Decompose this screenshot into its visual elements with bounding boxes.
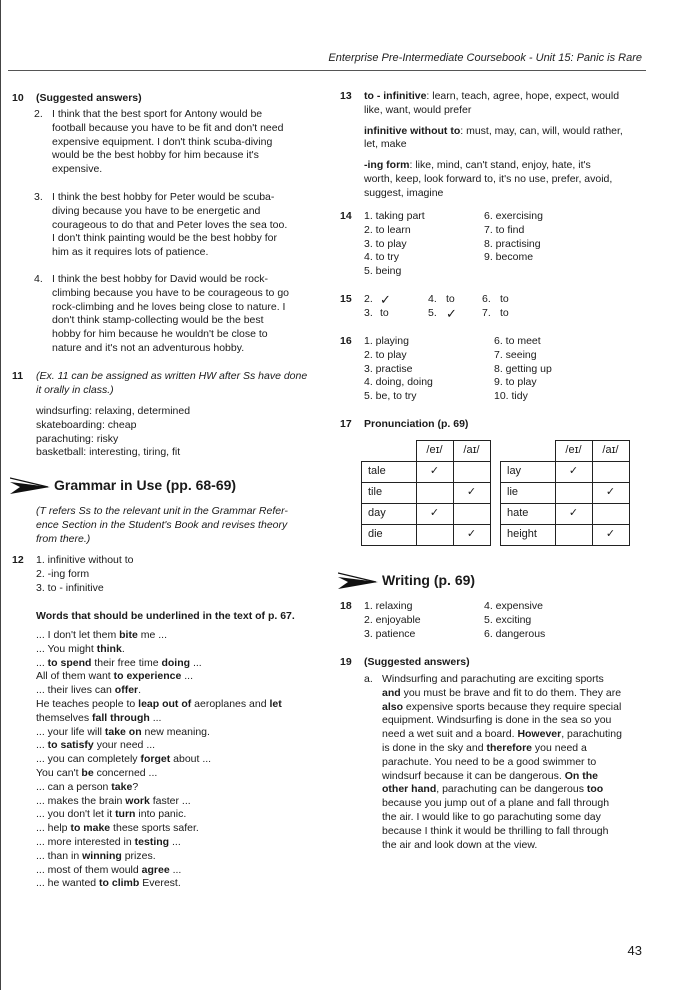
label: to - infinitive [364,90,427,102]
text-run: prizes. [121,849,156,862]
text-line [36,698,282,712]
bold-word: However [517,728,562,741]
text-run: ... makes the brain [36,794,126,807]
exercise-title: (Suggested answers) [36,92,142,104]
text-line [36,657,282,671]
underlined-words-list [36,629,282,891]
text-run: ... he wanted [36,877,100,890]
exercise-number: 15 [340,293,352,305]
answer-item: 6. exercising [484,210,543,222]
text-run: ... [36,739,48,752]
bold-word: to make [70,822,111,835]
text-run: ... most of them would [36,863,142,876]
answer-item: 4. doing, doing [364,376,433,389]
answer-item: 2. to play [364,348,407,361]
check-cell: ✓ [592,483,629,504]
text-run: is done in the sky and [382,741,487,754]
exercise-number: 11 [12,370,24,382]
word-cell: die [362,525,417,546]
answer-item: to [380,307,389,319]
text-run: you need a [532,741,587,754]
text-line: football because you have to be fit and don't need [52,121,284,134]
bold-word: also [382,700,404,713]
text-line [382,714,622,728]
check-cell: ✓ [592,525,629,546]
item-number: 6. [482,293,491,305]
bold-word: therefore [486,741,532,754]
text-run: aeroplanes and [191,697,270,710]
answer-item: to [500,307,509,319]
answer-item: 8. getting up [494,362,552,375]
exercise-title: (Suggested answers) [364,656,470,668]
text-run: ... You might [36,642,97,655]
text-line: parachuting: risky [36,432,119,445]
bold-word: testing [134,835,170,848]
check-cell: ✓ [555,462,592,483]
check-cell [416,525,453,546]
text-run: expensive sports because they require special [403,700,622,713]
ex18-col-2 [484,600,545,641]
text-line: expensive. [52,163,103,176]
bold-word: doing [161,656,191,669]
check-cell: ✓ [555,504,592,525]
text-line: I think the best hobby for David would be rock- [52,273,268,285]
item-text [52,273,314,356]
check-cell [416,483,453,504]
answer-item: 3. practise [364,362,413,375]
text-run: these sports safer. [110,822,199,835]
table-row [501,483,630,504]
ex18-col-1 [364,600,421,641]
subheading: Words that should be underlined in the text of p. 67. [36,610,295,622]
table-row [501,462,630,483]
check-cell: ✓ [453,525,490,546]
text-line [36,629,282,643]
text-line [36,808,282,822]
text-run: faster ... [149,794,191,807]
text-line: 1. infinitive without to [36,554,134,566]
text-run: ... more interested in [36,835,135,848]
word-cell: day [362,504,417,525]
table-row [362,525,491,546]
check-icon: ✓ [380,292,391,307]
check-cell [555,525,592,546]
text-run: You can't [36,766,82,779]
check-cell [592,504,629,525]
text-line: basketball: interesting, tiring, fit [36,446,181,459]
text-line: I think that the best sport for Antony would be [52,108,263,120]
teacher-note [36,505,288,546]
word-cell: height [501,525,556,546]
item-number: 5. [428,307,437,319]
text-line [382,742,622,756]
answer-item: 5. being [364,265,402,278]
bold-word: think [96,642,122,655]
page-edge [0,0,1,990]
answer-item: 7. seeing [494,348,537,361]
check-cell [453,462,490,483]
text-run: . [138,684,142,697]
ex11-answers [36,405,190,460]
bold-word: work [125,794,150,807]
text-run: themselves [36,711,93,724]
word-cell: hate [501,504,556,525]
item-number: 3. [34,191,43,203]
bold-word: take [111,780,133,793]
text-run: because you jump out of a plane and fall through [382,797,610,810]
text-line [382,728,622,742]
section-arrow-icon [338,571,378,593]
text-line: like, want, would prefer [364,103,472,116]
text-line [36,670,282,684]
check-cell [592,462,629,483]
text-line [36,712,282,726]
answer-item: 2. to learn [364,223,411,236]
text-line [36,795,282,809]
text-run: equipment. Windsurfing is done in the sea so you [382,714,612,727]
text-line: (T refers Ss to the relevant unit in the Grammar Refer- [36,505,288,517]
bold-word: be [81,766,94,779]
exercise-number: 16 [340,335,352,347]
text-line [36,643,282,657]
text-line [382,687,622,701]
section-title: Writing (p. 69) [382,572,476,588]
bold-word: winning [82,849,122,862]
answer-item: 10. tidy [494,390,528,403]
text: : like, mind, can't stand, enjoy, hate, it's [409,159,591,172]
text-run: ... [190,656,202,669]
text-run: you must be brave and fit to do them. They are [400,686,622,699]
text-line: let, make [364,138,407,151]
text-run: ... can a person [36,780,112,793]
table-row [362,483,491,504]
table-row [362,462,491,483]
text-line: expensive equipment. I don't think scuba-diving [52,135,273,148]
text-line [36,753,282,767]
ex14-col-1 [364,210,425,279]
text-run: me ... [137,629,167,641]
text-line [36,739,282,753]
answer-item: 3. patience [364,627,416,640]
answer-item: to [500,293,509,305]
item-text [52,108,314,177]
text-run: , parachuting can be dangerous [436,783,587,796]
column-header: /aɪ/ [592,441,629,462]
table-row [362,504,491,525]
text-line: would be the best hobby for him because it's [52,149,259,162]
label: infinitive without to [364,124,461,137]
text-run: the air. I would like to go parachuting some day [382,810,601,823]
text-line [36,781,282,795]
answer-item: 1. taking part [364,210,425,222]
bold-word: take on [104,725,142,738]
bold-word: turn [115,808,136,821]
text-line: ence Section in the Student's Book and revises theory [36,518,288,531]
text-line: I don't think painting would be the best hobby for [52,232,277,245]
header-rule [8,70,646,71]
text-run: new meaning. [141,725,210,738]
check-icon: ✓ [446,306,457,321]
text-line: him as it requires lots of patience. [52,246,209,259]
exercise-number: 19 [340,656,352,668]
text-run: ... your life will [36,725,105,738]
answer-item: 4. to try [364,251,400,264]
answer-item: 9. to play [494,376,537,389]
text-run: about ... [170,753,212,766]
bold-word: forget [140,753,171,766]
text-run: ... [149,711,162,724]
text-run: All of them want [36,670,114,683]
text-line: hobby for him because he wouldn't be close to [52,328,268,341]
answer-item: 4. expensive [484,600,543,612]
text-line [382,825,622,839]
text-run: ... [36,656,48,669]
bold-word: too [586,783,604,796]
table-row [501,525,630,546]
pronunciation-table-2 [500,440,630,546]
ex14-col-2 [484,210,543,265]
item-number: 4. [34,273,43,285]
answer-item: 5. exciting [484,613,532,626]
bold-word: bite [119,629,138,641]
text-line: 3. to - infinitive [36,581,104,594]
text-line: it orally in class.) [36,383,114,396]
item-text [52,191,314,260]
item-number: a. [364,673,373,685]
text-run: ? [132,780,139,793]
section-arrow-icon [10,476,50,498]
text-line [36,822,282,836]
check-cell [555,483,592,504]
bold-word: leap out of [138,697,192,710]
check-cell [453,504,490,525]
text-line [382,811,622,825]
bold-word: to satisfy [47,739,94,752]
check-cell: ✓ [416,504,453,525]
answer-item: 7. to find [484,223,525,236]
exercise-number: 10 [12,92,24,104]
answer-item: 3. to play [364,237,407,250]
teacher-note [36,370,307,398]
text-run: ... [169,863,182,876]
text-line: windsurfing: relaxing, determined [36,405,191,417]
word-cell: lay [501,462,556,483]
text-run: because I think it would be thrilling to fall through [382,824,609,837]
item-number: 4. [428,293,437,305]
word-cell: lie [501,483,556,504]
text: : must, may, can, will, would rather, [460,124,623,137]
text-run: Windsurfing and parachuting are exciting sports [382,673,604,685]
text-run: your need ... [93,739,156,752]
text-line [36,767,282,781]
text-run: ... you can completely [36,753,141,766]
exercise-number: 14 [340,210,352,222]
label: -ing form [364,159,410,172]
text-line [382,839,622,853]
text-line: courageous to do that and Peter loves the sea too. [52,218,288,231]
item-number: 7. [482,307,491,319]
text-run: He teaches people to [36,697,139,710]
answer-item: 1. playing [364,335,409,347]
text-run: their free time [91,656,162,669]
text-run: windsurf because it can be dangerous. [382,769,565,782]
bold-word: fall through [92,711,150,724]
exercise-number: 13 [340,90,352,102]
answer-item: 6. to meet [494,335,541,347]
answer-item: to [446,293,455,305]
text-run: ... I don't let them [36,629,120,641]
ex16-col-2 [494,335,552,404]
bold-word: to spend [47,656,92,669]
word-cell: tile [362,483,417,504]
bold-word: agree [141,863,170,876]
answer-item: 2. enjoyable [364,613,421,626]
text-run: ... you don't let it [36,808,116,821]
text-run: ... than in [36,849,83,862]
text-line: I think the best hobby for Peter would be scuba- [52,191,275,203]
bold-word: offer [114,684,139,697]
running-header: Enterprise Pre-Intermediate Coursebook - Unit 15: Panic is Rare [328,52,642,64]
table-row [501,504,630,525]
text-run: into panic. [135,808,187,821]
text-run: , parachuting [561,728,622,741]
text-run: Everest. [139,877,181,890]
page-number: 43 [627,943,642,958]
text-line [382,673,622,687]
pronunciation-table-1 [361,440,491,546]
text-run: parachute. You need to be a good swimmer to [382,755,597,768]
text-run: ... [181,670,193,683]
text-line [382,770,622,784]
text-line [382,783,622,797]
text-line: don't think stamp-collecting would be the best [52,314,264,327]
text-line: climbing because you have to be courageous to go [52,286,289,299]
answer-item: 1. relaxing [364,600,413,612]
check-cell: ✓ [416,462,453,483]
check-cell: ✓ [453,483,490,504]
text-line [382,756,622,770]
text-line: rock-climbing and he loves being close to nature. I [52,300,286,313]
column-header: /eɪ/ [555,441,592,462]
text-line: skateboarding: cheap [36,418,137,431]
text-run: the air and look down at the view. [382,838,538,851]
text-run: ... their lives can [36,684,115,697]
text-line [36,726,282,740]
exercise-title: Pronunciation (p. 69) [364,418,469,430]
bold-word: to experience [113,670,182,683]
answer-item: 9. become [484,251,534,264]
text-line: 2. -ing form [36,567,90,580]
exercise-number: 12 [12,554,24,566]
bold-word: and [382,686,401,699]
text-line [382,701,622,715]
paragraph [382,673,622,852]
ex12-answers [36,554,133,595]
answer-item: 6. dangerous [484,627,546,640]
text-run: need a wet suit and a board. [382,728,518,741]
column-header: /eɪ/ [416,441,453,462]
text-line: diving because you have to be energetic and [52,204,261,217]
item-number: 2. [34,108,43,120]
answer-item: 5. be, to try [364,390,417,403]
text-line: (Ex. 11 can be assigned as written HW after Ss have done [36,370,308,382]
text-run: . [121,642,125,655]
answer-item: 8. practising [484,237,541,250]
exercise-number: 17 [340,418,352,430]
bold-word: On the [564,769,598,782]
bold-word: let [269,697,282,710]
text-run: concerned ... [93,766,158,779]
word-cell: tale [362,462,417,483]
item-number: 2. [364,293,373,305]
text-line [36,877,282,891]
text-line [382,797,622,811]
text: : learn, teach, agree, hope, expect, would [426,90,620,102]
ex13-answers [364,90,644,201]
text-line: worth, keep, look forward to, it's no use, prefer, avoid, [364,172,613,185]
text-line [36,684,282,698]
item-number: 3. [364,307,373,319]
ex16-col-1 [364,335,433,404]
section-title: Grammar in Use (pp. 68-69) [54,477,237,493]
text-run: ... [169,835,181,848]
text-line [36,836,282,850]
text-line: suggest, imagine [364,186,444,199]
bold-word: other hand [382,783,437,796]
bold-word: to climb [99,877,140,890]
text-line [36,850,282,864]
text-run: ... help [36,822,71,835]
column-header: /aɪ/ [453,441,490,462]
text-line: nature and it's not an adventurous hobby. [52,341,245,354]
exercise-number: 18 [340,600,352,612]
text-line: from there.) [36,532,91,545]
text-line [36,864,282,878]
